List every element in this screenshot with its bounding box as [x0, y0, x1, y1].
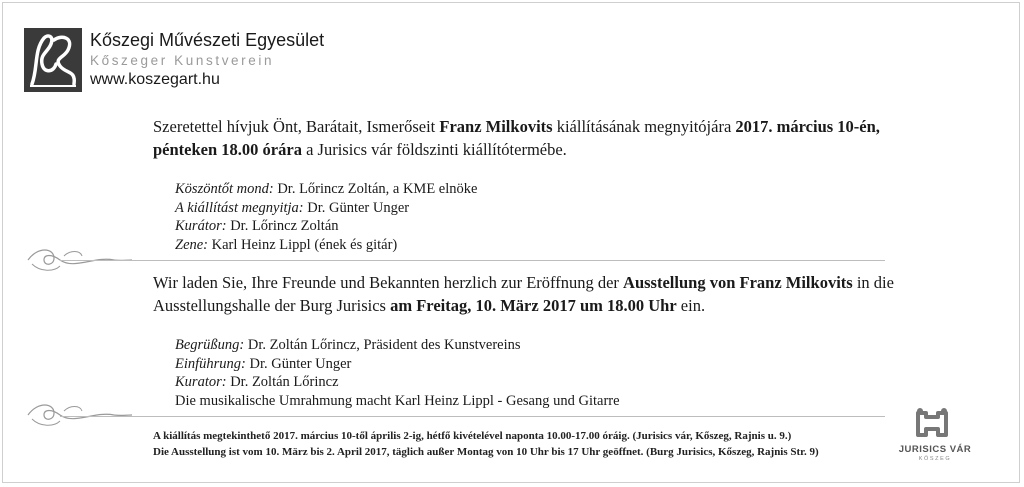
footer-hungarian: A kiállítás megtekinthető 2017. március 10-től április 2-ig, hétfő kivételével naponta 10.00-17.00 óráig. (Jurisics vár, Kőszeg, Rajnis u. 9.) [153, 430, 792, 442]
credit-row: Kurator: Dr. Zoltán Lőrincz [175, 374, 339, 390]
credit-row: Kurátor: Dr. Lőrincz Zoltán [175, 218, 339, 234]
credit-row: A kiállítást megnyitja: Dr. Günter Unger [175, 199, 410, 216]
castle-logo-name: JURISICS VÁR [898, 444, 972, 455]
castle-logo-subtitle: KŐSZEG [918, 456, 952, 462]
music-credit: Die musikalische Umrahmung macht Karl Heinz Lippl - Gesang und Gitarre [175, 392, 620, 409]
footer-german: Die Ausstellung ist vom 10. März bis 2. April 2017, täglich außer Montag von 10 Uhr bis 17 Uhr geöffnet. (Burg Jurisics, Kőszeg, Rajnis Str. 9) [153, 446, 819, 458]
section-divider [60, 416, 885, 417]
hungarian-credits [175, 180, 477, 254]
kme-logo-icon [24, 28, 82, 92]
german-invitation: Wir laden Sie, Ihre Freunde und Bekannten herzlich zur Eröffnung der Ausstellung von Franz Milkovits in die Ausstellungshalle der Burg Jurisics am Freitag, 10. März 2017 um 18.00 Uhr ein. [153, 273, 894, 315]
credit-row: Einführung: Dr. Günter Unger [175, 355, 352, 372]
castle-logo-icon [912, 405, 952, 439]
org-name: Kőszegi Művészeti Egyesület [90, 30, 325, 50]
credit-row: Begrüßung: Dr. Zoltán Lőrincz, Präsident des Kunstvereins [175, 337, 521, 353]
website-link[interactable]: www.koszegart.hu [90, 71, 220, 88]
german-credits [175, 336, 620, 410]
flourish-ornament-icon [24, 242, 134, 276]
section-divider [60, 260, 885, 261]
credit-row: Köszöntőt mond: Dr. Lőrincz Zoltán, a KME elnöke [175, 181, 478, 197]
hungarian-invitation: Szeretettel hívjuk Önt, Barátait, Ismerőseit Franz Milkovits kiállításának megnyitójára 2017. március 10-én, pénteken 18.00 órára a Jurisics vár földszinti kiállítótermébe. [153, 117, 880, 159]
org-subtitle: Kőszeger Kunstverein [90, 53, 275, 68]
credit-row: Zene: Karl Heinz Lippl (ének és gitár) [175, 236, 398, 253]
flourish-ornament-icon [24, 397, 134, 431]
